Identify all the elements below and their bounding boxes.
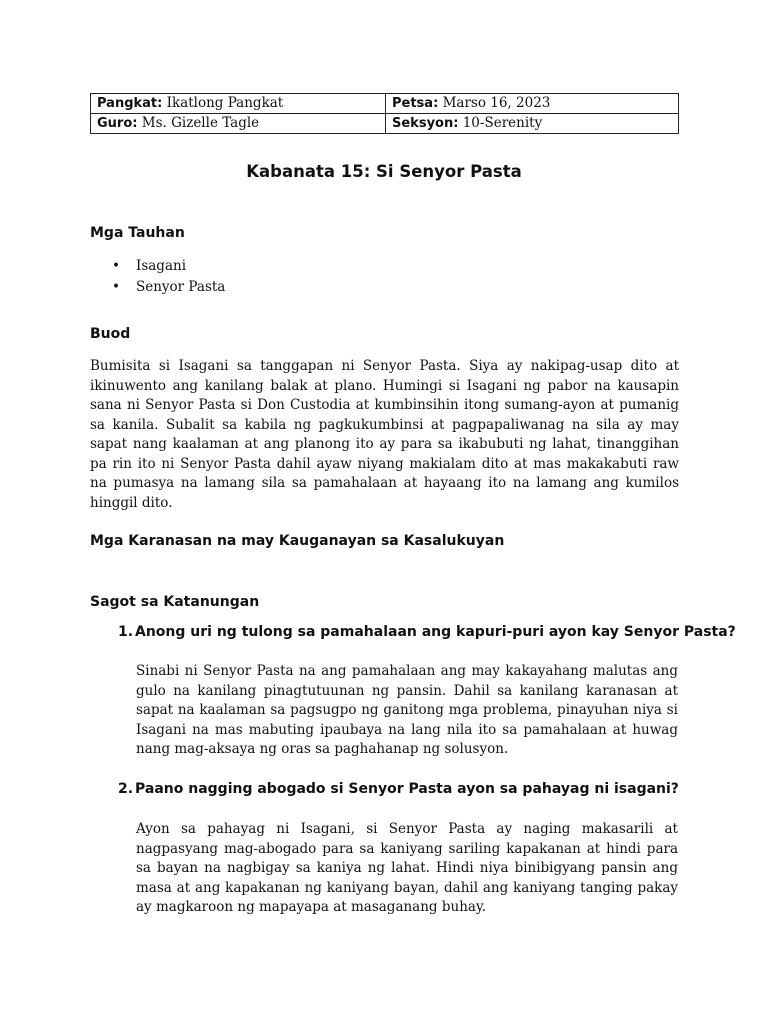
- date-label: Petsa:: [392, 96, 439, 111]
- list-item: [90, 277, 225, 298]
- character-name: Senyor Pasta: [136, 279, 226, 295]
- info-row: [91, 114, 679, 134]
- characters-heading: Mga Tauhan: [90, 225, 185, 241]
- list-item: [90, 256, 225, 277]
- group-cell: [91, 94, 386, 114]
- teacher-cell: [91, 114, 386, 134]
- summary-paragraph: Bumisita si Isagani sa tanggapan ni Senyor Pasta. Siya ay nakipag-usap dito at ikinuwento ang kanilang balak at plano. Humingi si Isagani ng pabor na kausapin sana ni Senyor Pasta si Don Custodia at kumbinsihin itong sumang-ayon at pumanig sa kanila. Subalit sa kabila ng pagkukumbinsi at pagpapaliwanag na sila ay may sapat nang kaalaman at ang planong ito ay para sa ikabubuti ng lahat, tinanggihan pa rin ito ni Senyor Pasta dahil ayaw niyang makialam dito at mas makakabuti raw na pumasya na lamang sila sa pamahalaan at hayaang ito na lamang ang kumilos hinggil dito.: [90, 358, 679, 511]
- bullet-icon: •: [112, 279, 120, 295]
- section-value: 10-Serenity: [462, 115, 543, 131]
- answers-heading: Sagot sa Katanungan: [90, 594, 260, 610]
- date-value: Marso 16, 2023: [442, 95, 551, 111]
- group-label: Pangkat:: [97, 96, 163, 111]
- summary-heading: Buod: [90, 326, 131, 342]
- answer-2-paragraph: Ayon sa pahayag ni Isagani, si Senyor Pasta ay naging makasarili at nagpasyang mag-abogado para sa kaniyang sariling kapakanan at hindi para sa bayan na nagbigay sa kaniya ng lahat. Hindi niya binibigyang pansin ang masa at ang kapakanan ng kaniyang bayan, dahil ang kaniyang tanging pakay ay magkaroon ng mapayapa at masaganang buhay.: [136, 821, 678, 915]
- character-name: Isagani: [136, 258, 187, 274]
- page-title: Kabanata 15: Si Senyor Pasta: [246, 162, 522, 181]
- teacher-value: Ms. Gizelle Tagle: [141, 115, 260, 131]
- section-cell: [386, 114, 679, 134]
- question-number: 2.: [118, 781, 134, 797]
- characters-list: [90, 256, 225, 298]
- answer-1-paragraph: Sinabi ni Senyor Pasta na ang pamahalaan ang may kakayahang malutas ang gulo na kanilang pinagtutuunan ng pansin. Dahil sa kanilang karanasan at sapat na kaalaman sa pagsugpo ng ganitong mga problema, pinayuhan niya si Isagani na mas mabuting ipaubaya na lang nila ito sa pamahalaan at huwag nang mag-aksaya ng oras sa paghahanap ng solusyon.: [136, 663, 678, 757]
- date-cell: [386, 94, 679, 114]
- question-text: Anong uri ng tulong sa pamahalaan ang kapuri-puri ayon kay Senyor Pasta?: [135, 624, 736, 640]
- info-row: [91, 94, 679, 114]
- section-label: Seksyon:: [392, 116, 459, 131]
- question-text: Paano nagging abogado si Senyor Pasta ayon sa pahayag ni isagani?: [135, 781, 679, 797]
- teacher-label: Guro:: [97, 116, 138, 131]
- info-table: [90, 93, 679, 134]
- bullet-icon: •: [112, 258, 120, 274]
- group-value: Ikatlong Pangkat: [166, 95, 284, 111]
- experiences-heading: Mga Karanasan na may Kauganayan sa Kasalukuyan: [90, 533, 505, 549]
- question-number: 1.: [118, 624, 134, 640]
